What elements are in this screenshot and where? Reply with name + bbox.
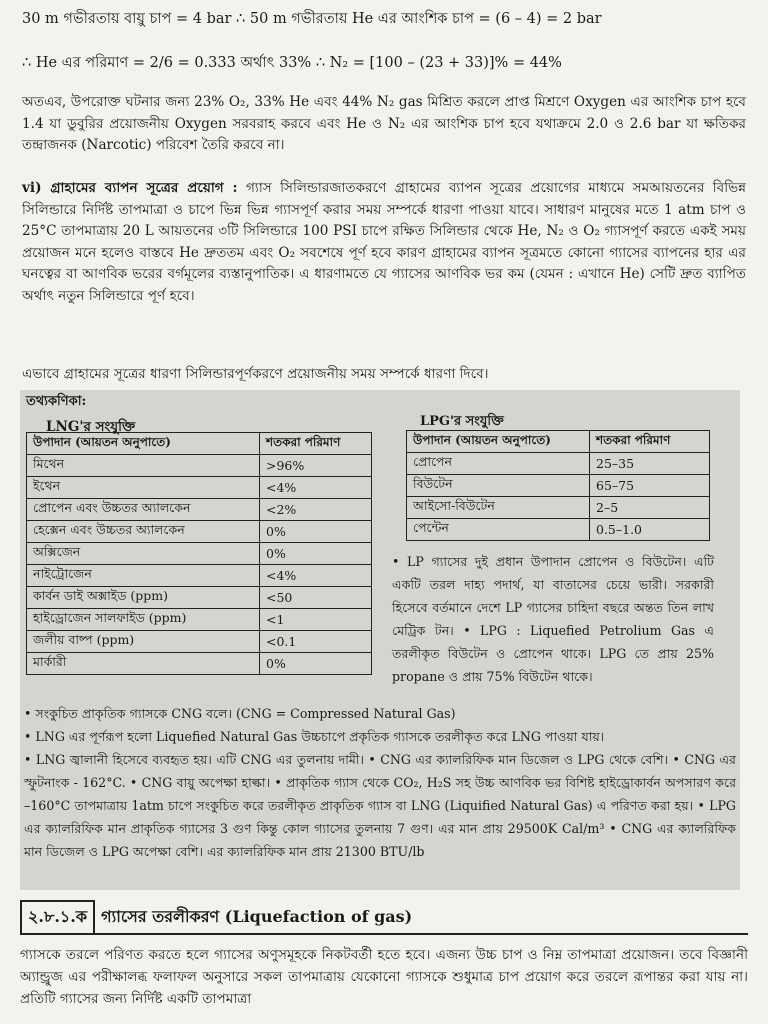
calc-line-2: ∴ He এর পরিমাণ = 2/6 = 0.333 অর্থাৎ 33% ∴ N₂ = [100 – (23 + 33)]% = 44% [22, 55, 562, 71]
table-row [27, 631, 372, 653]
percent-cell: <0.1 [260, 631, 372, 653]
table-row [27, 609, 372, 631]
table-row [407, 475, 710, 497]
paragraph-graham-summary: এভাবে গ্রাহামের সূত্রের ধারণা সিলিন্ডারপূর্ণকরণে প্রয়োজনীয় সময় সম্পর্কে ধারণা দিবে। [22, 366, 489, 382]
section-heading [20, 900, 412, 930]
table-row [27, 543, 372, 565]
percent-cell: 0% [260, 521, 372, 543]
lpg-notes: • LP গ্যাসের দুই প্রধান উপাদান প্রোপেন ও বিউটেন। এটি একটি তরল দাহ্য পদার্থ, যা বাতাসের চেয়ে ভারী। সরকারী হিসেবে বর্তমানে দেশে LP গ্যাসের চাহিদা বছরে অন্তত তিন লাখ মেট্রিক টন। • LPG : Liquefied Petrolium Gas এ তরলীকৃত বিউটেন ও প্রোপেন থাকে। LPG তে প্রায় 25% propane ও প্রায় 75% বিউটেন থাকে। [392, 554, 714, 684]
percent-cell: <2% [260, 499, 372, 521]
component-cell: প্রোপেন এবং উচ্চতর অ্যালকেন [27, 499, 260, 521]
paragraph-mixture: অতএব, উপরোক্ত ঘটনার জন্য 23% O₂, 33% He এবং 44% N₂ gas মিশ্রিত করলে প্রাপ্ত মিশ্রণে Oxygen এর আংশিক চাপ হবে 1.4 যা ডুবুরির প্রয়োজনীয় Oxygen সরবরাহ করবে এবং He ও N₂ এর আংশিক চাপ হবে যথাক্রমে 2.0 ও 2.6 bar যা ক্ষতিকর তন্দ্রাজনক (Narcotic) পরিবেশ তৈরি করবে না। [22, 94, 746, 153]
percent-cell: <1 [260, 609, 372, 631]
component-cell: হাইড্রোজেন সালফাইড (ppm) [27, 609, 260, 631]
percent-cell: <50 [260, 587, 372, 609]
component-cell: মার্কারী [27, 653, 260, 675]
component-cell: বিউটেন [407, 475, 590, 497]
paragraph-liquefaction: গ্যাসকে তরলে পরিণত করতে হলে গ্যাসের অণুসমূহকে নিকটবর্তী হতে হবে। এজন্য উচ্চ চাপ ও নিম্ন তাপমাত্রা প্রয়োজন। তবে বিজ্ঞানী অ্যান্ড্রুজ এর পরীক্ষালব্ধ ফলাফল অনুসারে সকল তাপমাত্রায় যেকোনো গ্যাসকে শুধুমাত্র চাপ প্রয়োগ করে তরলে রূপান্তর করা যায় না। প্রতিটি গ্যাসের জন্য নির্দিষ্ট একটি তাপমাত্রা [20, 947, 748, 1007]
note-item: • সংকুচিত প্রাকৃতিক গ্যাসকে CNG বলে। (CNG = Compressed Natural Gas) [24, 706, 456, 721]
component-cell: প্রোপেন [407, 453, 590, 475]
column-header: উপাদান (আয়তন অনুপাতে) [27, 433, 260, 455]
info-box [20, 390, 740, 890]
info-box-title: তথ্যকণিকা: [26, 394, 87, 409]
table-row [27, 565, 372, 587]
table-row [27, 587, 372, 609]
component-cell: ইথেন [27, 477, 260, 499]
percent-cell: 25–35 [590, 453, 710, 475]
component-cell: হেক্সেন এবং উচ্চতর অ্যালকেন [27, 521, 260, 543]
section-number: ২.৮.১.ক [20, 900, 95, 935]
lng-table-title: LNG'র সংযুক্তি [46, 419, 136, 435]
lpg-composition-table [406, 430, 710, 541]
table-row [27, 477, 372, 499]
component-cell: জলীয় বাষ্প (ppm) [27, 631, 260, 653]
section-title: গ্যাসের তরলীকরণ (Liquefaction of gas) [101, 907, 413, 926]
note-item: • LNG জ্বালানী হিসেবে ব্যবহৃত হয়। এটি CNG এর তুলনায় দামী। • CNG এর ক্যালরিফিক মান ডিজেল ও LPG থেকে বেশি। • CNG এর স্ফুটনাংক - 162°C. • CNG বায়ু অপেক্ষা হাল্কা। • প্রাকৃতিক গ্যাস থেকে CO₂, H₂S সহ উচ্চ আণবিক ভর বিশিষ্ট হাইড্রোকার্বন অপসারণ করে –160°C তাপমাত্রায় 1atm চাপে সংকুচিত করে তরলীকৃত প্রাকৃতিক গ্যাস বা LNG (Liquified Natural Gas) এ পরিণত করা হয়। • LPG এর ক্যালরিফিক মান প্রাকৃতিক গ্যাসের 3 গুণ কিন্তু কোল গ্যাসের তুলনায় 7 গুণ। এর মান প্রায় 29500K Cal/m³ • CNG এর ক্যালরিফিক মান ডিজেল ও LPG অপেক্ষা বেশি। এর ক্যালরিফিক মান প্রায় 21300 BTU/lb [24, 752, 736, 859]
table-row [407, 497, 710, 519]
component-cell: কার্বন ডাই অক্সাইড (ppm) [27, 587, 260, 609]
table-header-row [407, 431, 710, 453]
column-header: শতকরা পরিমাণ [260, 433, 372, 455]
note-item: • LNG এর পূর্ণরূপ হলো Liquefied Natural Gas উচ্চচাপে প্রকৃতিক গ্যাসকে তরলীকৃত করে LNG পাওয়া যায়। [24, 729, 605, 744]
paragraph-graham-heading: vi) গ্রাহামের ব্যাপন সূত্রের প্রয়োগ : [22, 180, 238, 196]
table-row [407, 453, 710, 475]
table-row [407, 519, 710, 541]
percent-cell: >96% [260, 455, 372, 477]
component-cell: নাইট্রোজেন [27, 565, 260, 587]
table-row [27, 521, 372, 543]
table-row [27, 499, 372, 521]
paragraph-graham-body: গ্যাস সিলিন্ডারজাতকরণে গ্রাহামের ব্যাপন সূত্রের প্রয়োগের মাধ্যমে সমআয়তনের বিভিন্ন সিলিন্ডারে নির্দিষ্ট তাপমাত্রা ও চাপে ভিন্ন ভিন্ন গ্যাসপূর্ণ করার সময় সম্পর্কে ধারণা পাওয়া যাবে। সাধারণ মানুষের মতে 1 atm চাপ ও 25°C তাপমাত্রায় 20 L আয়তনের ৩টি সিলিন্ডারে 100 PSI চাপে রক্ষিত সিলিন্ডার থেকে He, N₂ ও O₂ গ্যাসপূর্ণ করতে একই সময় প্রয়োজন মনে হলেও বাস্তবে He দ্রুততম এবং O₂ সবশেষে পূর্ণ হবে কারণ গ্রাহামের ব্যাপন সূত্রমতে কোনো গ্যাসের ব্যাপনের হার এর ঘনত্বের বা আণবিক ভরের বর্গমূলের ব্যস্তানুপাতিক। এ ধারণামতে যে গ্যাসের আণবিক ভর কম (যেমন : এখানে He) সেটি দ্রুত ব্যাপিত অর্থাৎ নতুন সিলিন্ডারে পূর্ণ হবে। [22, 180, 746, 304]
section-divider [20, 933, 748, 935]
column-header: উপাদান (আয়তন অনুপাতে) [407, 431, 590, 453]
lng-composition-table [26, 432, 372, 675]
cng-notes [24, 702, 736, 863]
component-cell: অক্সিজেন [27, 543, 260, 565]
percent-cell: <4% [260, 565, 372, 587]
component-cell: মিথেন [27, 455, 260, 477]
column-header: শতকরা পরিমাণ [590, 431, 710, 453]
percent-cell: <4% [260, 477, 372, 499]
lpg-table-title: LPG'র সংযুক্তি [420, 414, 504, 429]
component-cell: আইসো-বিউটেন [407, 497, 590, 519]
percent-cell: 0% [260, 653, 372, 675]
percent-cell: 2–5 [590, 497, 710, 519]
table-row [27, 653, 372, 675]
calc-line-1: 30 m গভীরতায় বায়ু চাপ = 4 bar ∴ 50 m গভীরতায় He এর আংশিক চাপ = (6 – 4) = 2 bar [22, 11, 602, 27]
paragraph-graham [22, 178, 746, 364]
table-header-row [27, 433, 372, 455]
percent-cell: 0% [260, 543, 372, 565]
percent-cell: 65–75 [590, 475, 710, 497]
table-row [27, 455, 372, 477]
component-cell: পেন্টেন [407, 519, 590, 541]
percent-cell: 0.5–1.0 [590, 519, 710, 541]
